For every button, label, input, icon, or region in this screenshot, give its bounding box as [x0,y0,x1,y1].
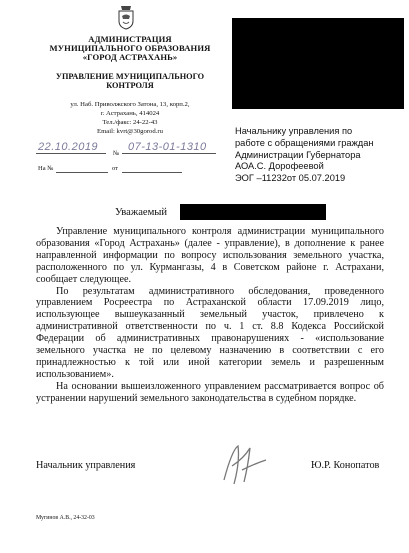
recipient-line-5: ЭОГ –11232от 05.07.2019 [235,173,346,184]
city-coat-of-arms-icon [117,4,135,30]
email-line: Email: kvrt@30gorod.ru [97,128,163,135]
salutation: Уважаемый [115,207,168,218]
org-name-line-2: МУНИЦИПАЛЬНОГО ОБРАЗОВАНИЯ [49,43,211,53]
handwritten-date: 22.10.2019 [38,141,99,153]
recipient-line-4: АОА.С. Дорофеевой [235,161,324,172]
date-line [36,143,106,154]
signatory-name: Ю.Р. Конопатов [311,460,380,471]
org-name-line-3: «ГОРОД АСТРАХАНЬ» [82,52,178,62]
number-line [122,143,216,154]
reference-number-line [56,162,108,173]
address-line-2: г. Астрахань, 414024 [100,110,160,117]
reference-date-line [122,162,182,173]
number-label: № [113,150,120,157]
reference-number-label: На № [38,165,54,172]
phone-line: Тел./факс: 24-22-43 [102,119,158,126]
recipient-line-1: Начальнику управления по [235,126,353,136]
department-line-1: УПРАВЛЕНИЕ МУНИЦИПАЛЬНОГО [55,72,205,81]
recipient-line-2: работе с обращениями граждан [235,137,374,148]
executor-note: Мугинов А.В., 24-32-03 [36,515,95,521]
handwritten-number: 07-13-01-1310 [128,141,207,153]
letter-body [36,226,384,405]
redacted-name [180,204,326,220]
signatory-role: Начальник управления [36,460,136,471]
paragraph-2: По результатам административного обследования, проведенного управлением Росреестра по Астраханской области 17.09.2019 лицо, использующее вышеуказанный земельный участок, привлечено к административной ответственности по ч. 1 ст. 8.8 Кодекса Российской Федерации об административных правонарушениях - «использование земельного участка не по целевому назначению в соответствии с его принадлежностью к той или иной категории земель и разрешенным использованием». [36,285,384,380]
paragraph-3: На основании вышеизложенного управлением рассматривается вопрос об устранении нарушений земельного законодательства в судебном порядке. [36,380,384,404]
recipient-line-3: Администрации Губернатора [235,149,361,160]
paragraph-1: Управление муниципального контроля администрации муниципального образования «Город Астрахань» (далее - управление), в дополнение к ранее направленной информации по вопросу использования земельного участка, расположенного по ул. Курмангазы, 4 в Советском районе г. Астрахани, сообщает следующее. [36,226,384,285]
department-line-2: КОНТРОЛЯ [106,81,154,90]
handwritten-signature-icon [214,440,274,488]
org-name-line-1: АДМИНИСТРАЦИЯ [88,34,172,44]
address-line-1: ул. Наб. Приволжского Затона, 13, корп.2, [70,101,190,108]
reference-date-label: от [112,165,119,172]
redacted-block [232,18,404,109]
recipient-block [235,126,405,185]
